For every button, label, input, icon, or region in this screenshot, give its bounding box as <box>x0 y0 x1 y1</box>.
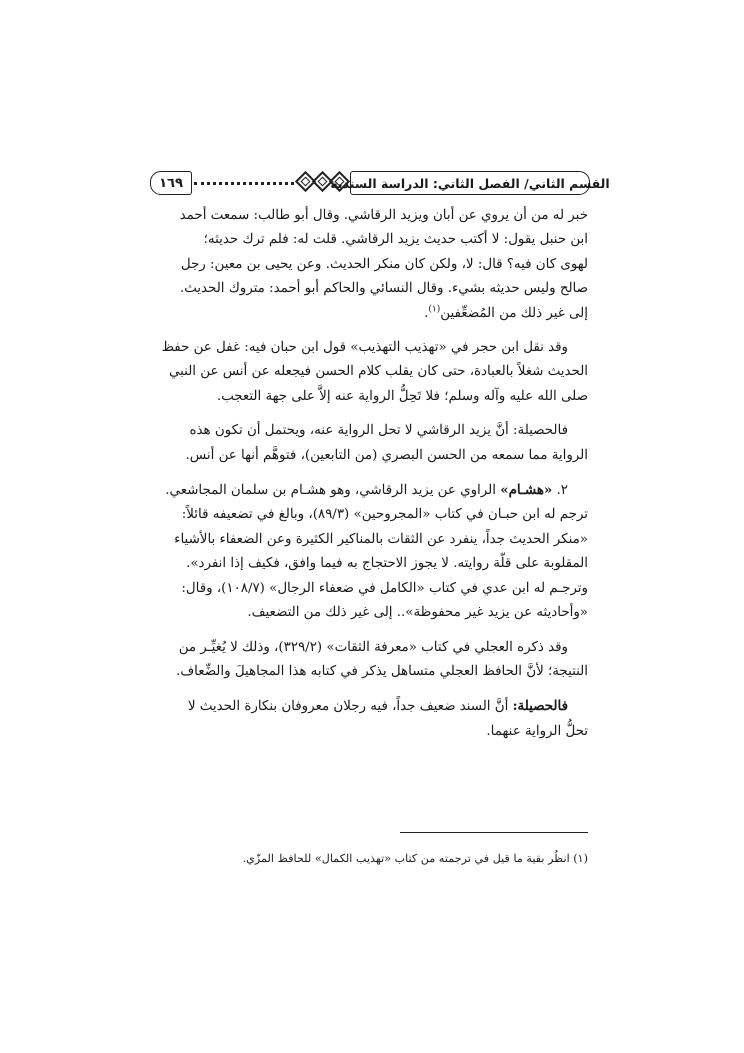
paragraph-ijli <box>152 636 588 685</box>
text-line: «منكر الحديث جداً، ينفرد عن الثقات بالمناكير الكثيرة وعن الضعفاء بالأشياء <box>174 531 588 547</box>
text-span: الراوي عن يزيد الرقاشي، وهو هشـام بن سلمان المجاشعي. <box>165 483 501 499</box>
text-line: ابن حنبل يقول: لا أكتب حديث يزيد الرقاشي. قلت له: فلم ترك حديثه؛ <box>203 232 588 248</box>
paragraph-ibn-hajar <box>152 336 588 409</box>
text-line: وقد نقل ابن حجر في «تهذيب التهذيب» قول ابن حبان فيه: غفل عن حفظ <box>161 340 568 356</box>
text-line: إلى غير ذلك من المُضعِّفين$^{(١)}$. <box>424 304 588 321</box>
text-line: وترجـم له ابن عدي في كتاب «الكامل في ضعفاء الرجال» (١٠٨/٧)، وقال: <box>181 580 588 596</box>
text-line: تحلُّ الرواية عنهما. <box>486 723 588 739</box>
item-number: ٢. <box>552 483 568 499</box>
paragraph-conclusion-1 <box>152 419 588 468</box>
text-span: إلى غير ذلك من المُضعِّفين <box>440 305 588 321</box>
main-text <box>152 204 588 754</box>
text-line: خبر له من أن يروي عن أبان ويزيد الرقاشي. وقال أبو طالب: سمعت أحمد <box>179 208 588 223</box>
text-line: ترجم له ابن حبـان في كتاب «المجروحين» (٨٩/٣)، وبالغ في تضعيفه قائلاً: <box>181 507 588 523</box>
text-line: المقلوبة على قلّة روايته. لا يجوز الاحتجاج به فيما وافق، فكيف إذا انفرد». <box>186 556 588 572</box>
paragraph-final-conclusion <box>152 694 588 744</box>
paragraph-narrators-opinions <box>152 204 588 326</box>
text-line: الرواية مما سمعه من الحسن البصري (من التابعين)، فتوهَّم أنها عن أنس. <box>185 447 588 463</box>
text-line: لهوى كان فيه؟ قال: لا، ولكن كان منكر الحديث. وعن يحيى بن معين: رجل <box>180 256 588 272</box>
page-header <box>150 171 610 195</box>
footnote-marker[interactable]: (١) <box>428 304 441 315</box>
text-line <box>152 478 588 503</box>
footnote: (١) انظُر بقية ما قيل في ترجمته من كتاب «تهذيب الكمال» للحافظ المزّي. <box>242 852 588 865</box>
header-ornament-dots <box>194 182 294 185</box>
conclusion-label: فالحصيلة: <box>512 698 568 715</box>
page-number: ١٦٩ <box>150 171 192 195</box>
text-line: وقد ذكره العجلي في كتاب «معرفة الثقات» (٣٢٩/٢)، وذلك لا يُغيِّـر من <box>178 639 568 655</box>
text-line: الحديث شغلاً بالعبادة، حتى كان يقلب كلام الحسن فيجعله عن أنس عن النبي <box>168 364 588 380</box>
running-title: القسم الثاني/ الفصل الثاني: الدراسة السندية <box>350 171 590 195</box>
text-span: أنَّ السند ضعيف جداً، فيه رجلان معروفان بنكارة الحديث لا <box>187 699 513 715</box>
text-line: صلى الله عليه وآله وسلم؛ فلا تَحِلُّ الرواية عنه إلاَّ على جهة التعجب. <box>216 388 588 404</box>
text-line <box>152 694 588 719</box>
paragraph-hisham <box>152 478 588 625</box>
text-line: النتيجة؛ لأنَّ الحافظ العجلي متساهل يذكر في كتابه هذا المجاهيلَ والضِّعاف. <box>176 663 588 679</box>
text-line: صالح وليس حديثه بشيء. وقال النسائي والحاكم أبو أحمد: متروك الحديث. <box>179 281 588 297</box>
text-line: فالحصيلة: أنَّ يزيد الرقاشي لا تحل الرواية عنه، ويحتمل أن تكون هذه <box>189 423 568 439</box>
text-line: «وأحاديثه عن يزيد غير محفوظة».. إلى غير ذلك من التضعيف. <box>247 605 588 621</box>
narrator-name: «هشـام» <box>500 482 553 499</box>
footnote-separator <box>400 832 588 833</box>
